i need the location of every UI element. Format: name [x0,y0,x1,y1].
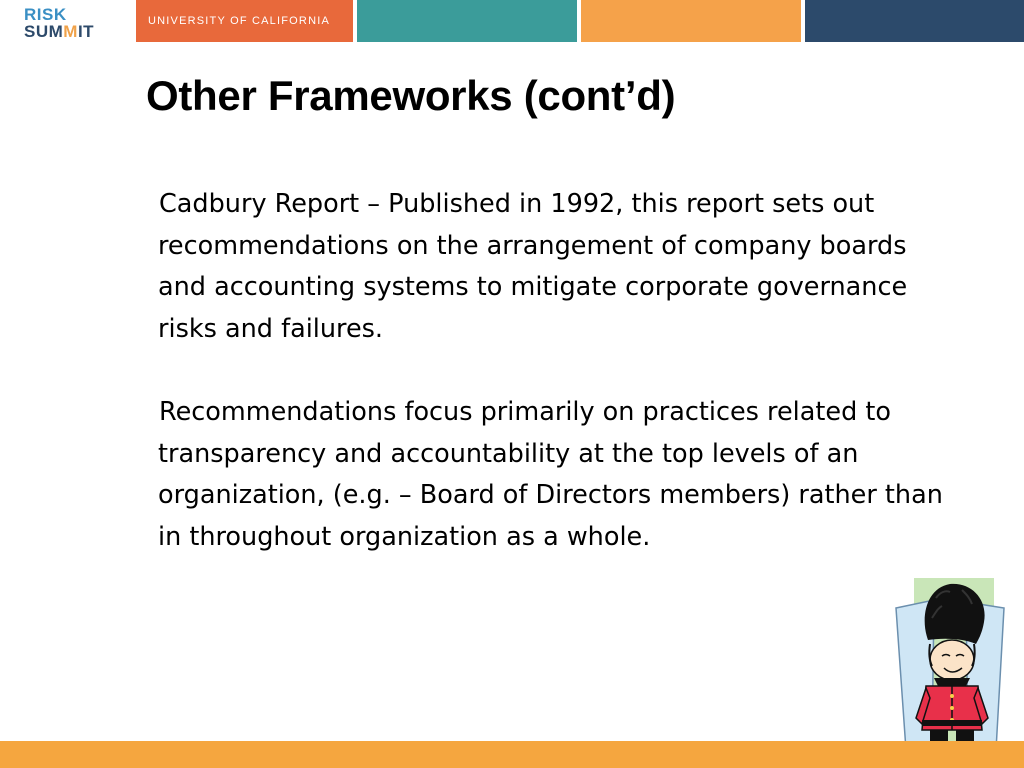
footer-bar [0,741,1024,768]
logo-line2-part3: IT [77,22,95,41]
logo-line2 [24,23,94,41]
slide-body [158,184,958,600]
orange-color-bar [581,0,801,42]
slide-title: Other Frameworks (cont’d) [146,72,676,119]
institution-name: UNIVERSITY OF CALIFORNIA [148,15,331,27]
header-band [0,0,1024,44]
logo-line2-part1: SUM [24,22,64,41]
logo-line1: RISK [24,5,67,24]
paragraph-recommendations: Recommendations focus primarily on practices related to transparency and accountability at the top levels of an organization, (e.g. – Board of Directors members) rather than in throughout organization as a whole. [158,397,943,552]
logo-line2-accent: M [63,22,78,41]
risk-summit-logo [22,4,122,44]
navy-color-bar [805,0,1024,42]
royal-guard-cartoon-icon [892,578,1007,750]
paragraph-cadbury: Cadbury Report – Published in 1992, this report sets out recommendations on the arrangement of company boards and accounting systems to mitigate corporate governance risks and failures. [158,189,908,344]
uc-banner [136,0,353,42]
teal-color-bar [357,0,577,42]
